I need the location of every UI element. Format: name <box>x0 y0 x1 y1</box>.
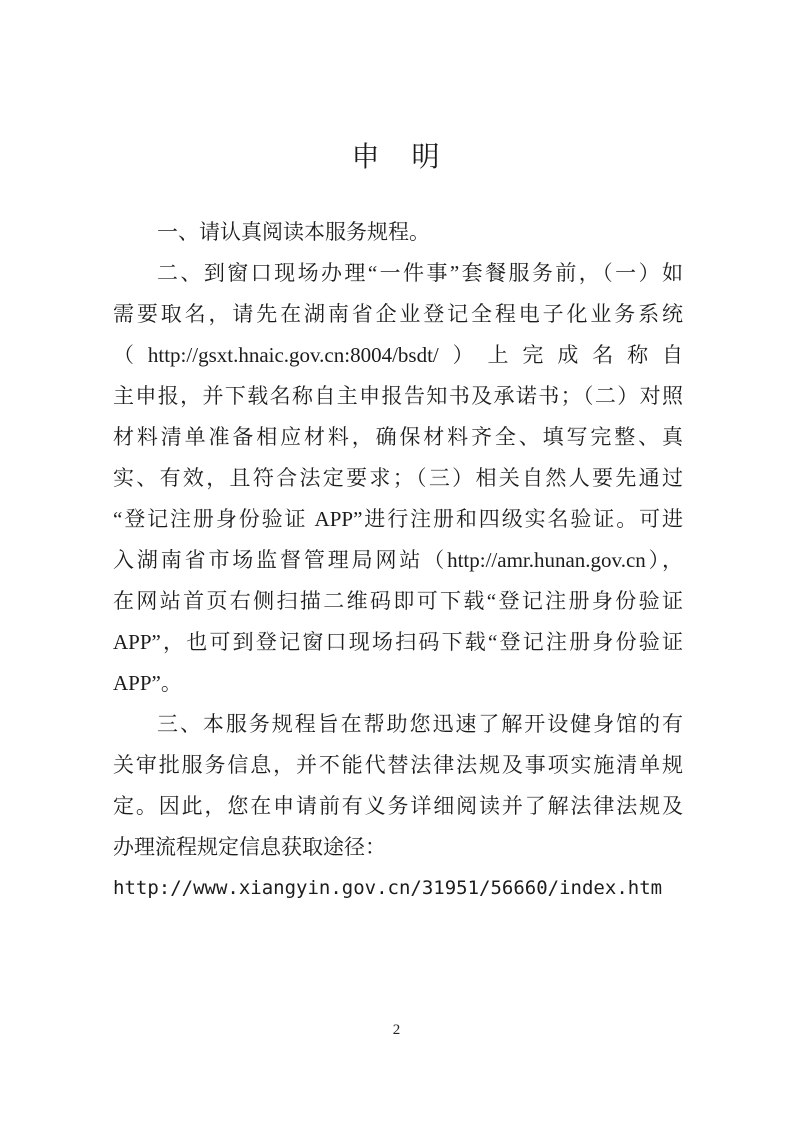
text-line: 办理流程规定信息获取途径： <box>113 835 386 859</box>
text-line: 需要取名，请先在湖南省企业登记全程电子化业务系统 <box>113 302 683 326</box>
text-line: 关审批服务信息，并不能代替法律法规及事项实施清单规 <box>113 753 683 777</box>
text-line: 材料清单准备相应材料，确保材料齐全、填写完整、真 <box>113 425 683 449</box>
text-line: （http://gsxt.hnaic.gov.cn:8004/bsdt/）上完成名称自 <box>113 343 683 367</box>
text-line: 实、有效，且符合法定要求；（三）相关自然人要先通过 <box>113 466 683 490</box>
page-number: 2 <box>392 1022 401 1038</box>
text-line: APP”。 <box>113 671 182 695</box>
text-line: 二、到窗口现场办理“一件事”套餐服务前，（一）如 <box>157 261 683 285</box>
text-line: “登记注册身份验证 APP”进行注册和四级实名验证。可进 <box>113 507 683 531</box>
text-line: APP”，也可到登记窗口现场扫码下载“登记注册身份验证 <box>113 630 683 654</box>
document-url-line: http://www.xiangyin.gov.cn/31951/56660/index.htm <box>113 877 663 899</box>
page-title: 申 明 <box>351 142 442 173</box>
text-line: 定。因此，您在申请前有义务详细阅读并了解法律法规及 <box>113 794 683 818</box>
text-line: 主申报，并下载名称自主申报告知书及承诺书；（二）对照 <box>113 384 683 408</box>
document-body <box>0 212 793 909</box>
text-line: 三、本服务规程旨在帮助您迅速了解开设健身馆的有 <box>157 712 683 736</box>
text-line: 一、请认真阅读本服务规程。 <box>157 220 430 244</box>
text-line: 在网站首页右侧扫描二维码即可下载“登记注册身份验证 <box>113 589 683 613</box>
text-line: 入湖南省市场监督管理局网站（http://amr.hunan.gov.cn）， <box>113 548 683 572</box>
